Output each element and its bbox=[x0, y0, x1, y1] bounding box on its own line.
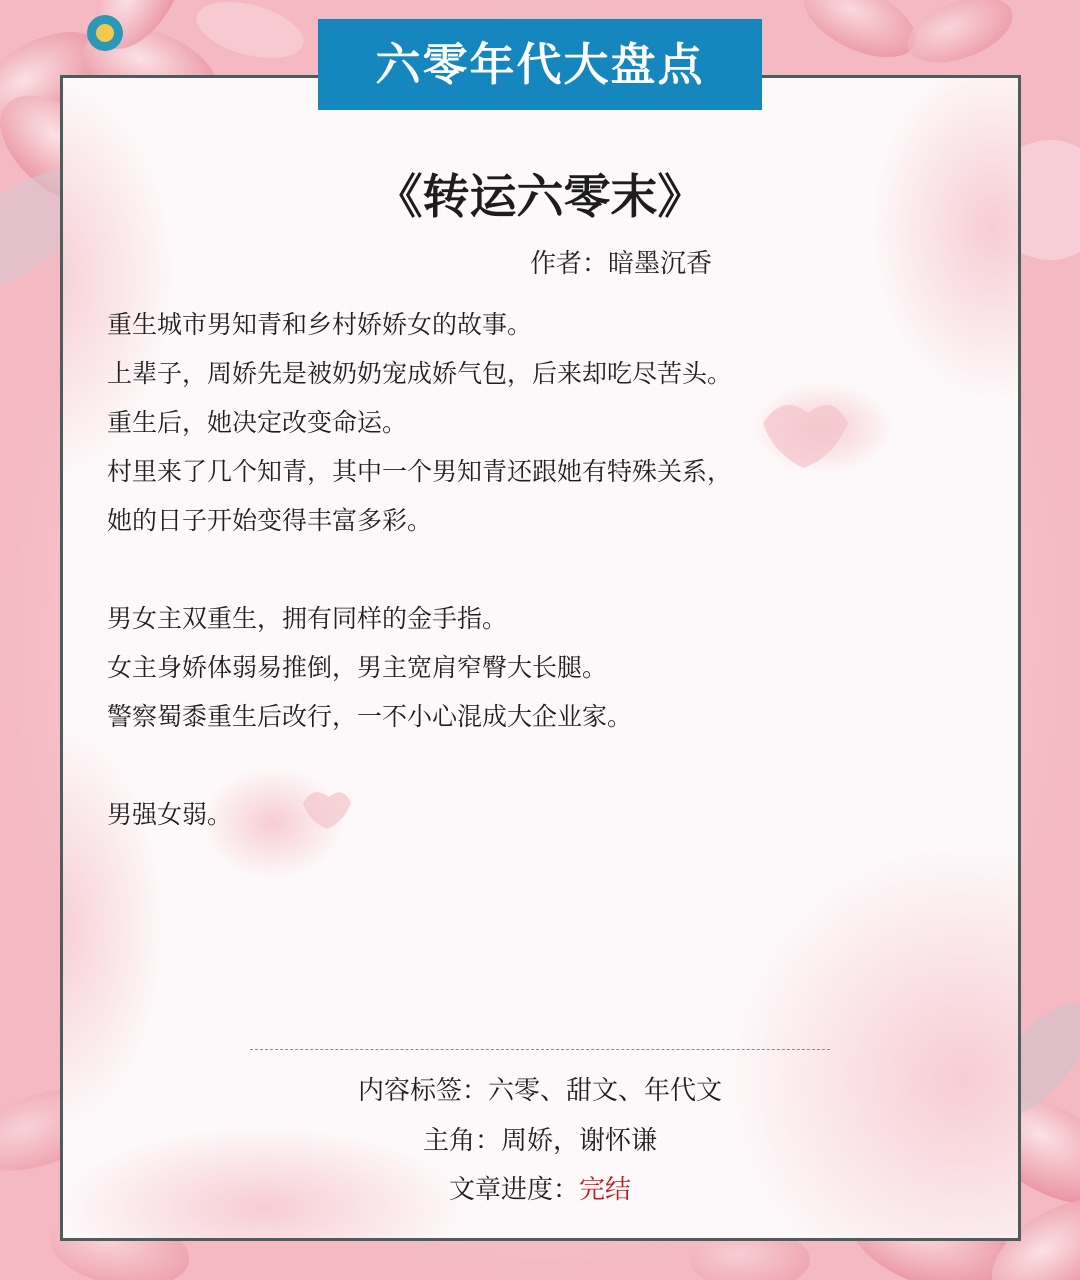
synopsis-line: 上辈子，周娇先是被奶奶宠成娇气包，后来却吃尽苦头。 bbox=[107, 359, 733, 388]
synopsis-line: 重生后，她决定改变命运。 bbox=[107, 408, 408, 437]
divider bbox=[250, 1049, 830, 1050]
synopsis-line: 她的日子开始变得丰富多彩。 bbox=[107, 506, 433, 535]
synopsis-line: 重生城市男知青和乡村娇娇女的故事。 bbox=[107, 310, 533, 339]
book-title: 《转运六零末》 bbox=[375, 170, 705, 225]
tags-line: 内容标签：六零、甜文、年代文 bbox=[357, 1076, 722, 1106]
synopsis-line: 男女主双重生，拥有同样的金手指。 bbox=[107, 604, 508, 633]
synopsis-line: 男强女弱。 bbox=[107, 800, 233, 829]
synopsis-line: 女主身娇体弱易推倒，男主宽肩窄臀大长腿。 bbox=[107, 653, 608, 682]
synopsis-line: 村里来了几个知青，其中一个男知青还跟她有特殊关系， bbox=[107, 457, 733, 486]
author-line: 作者：暗墨沉香 bbox=[530, 249, 713, 279]
progress-status: 完结 bbox=[579, 1175, 632, 1205]
synopsis-line: 警察蜀黍重生后改行，一不小心混成大企业家。 bbox=[107, 702, 633, 731]
header-banner: 六零年代大盘点 bbox=[318, 19, 762, 110]
progress-label: 文章进度： bbox=[448, 1175, 579, 1205]
progress-line bbox=[0, 1170, 1080, 1210]
leads-line: 主角：周娇，谢怀谦 bbox=[422, 1126, 657, 1156]
